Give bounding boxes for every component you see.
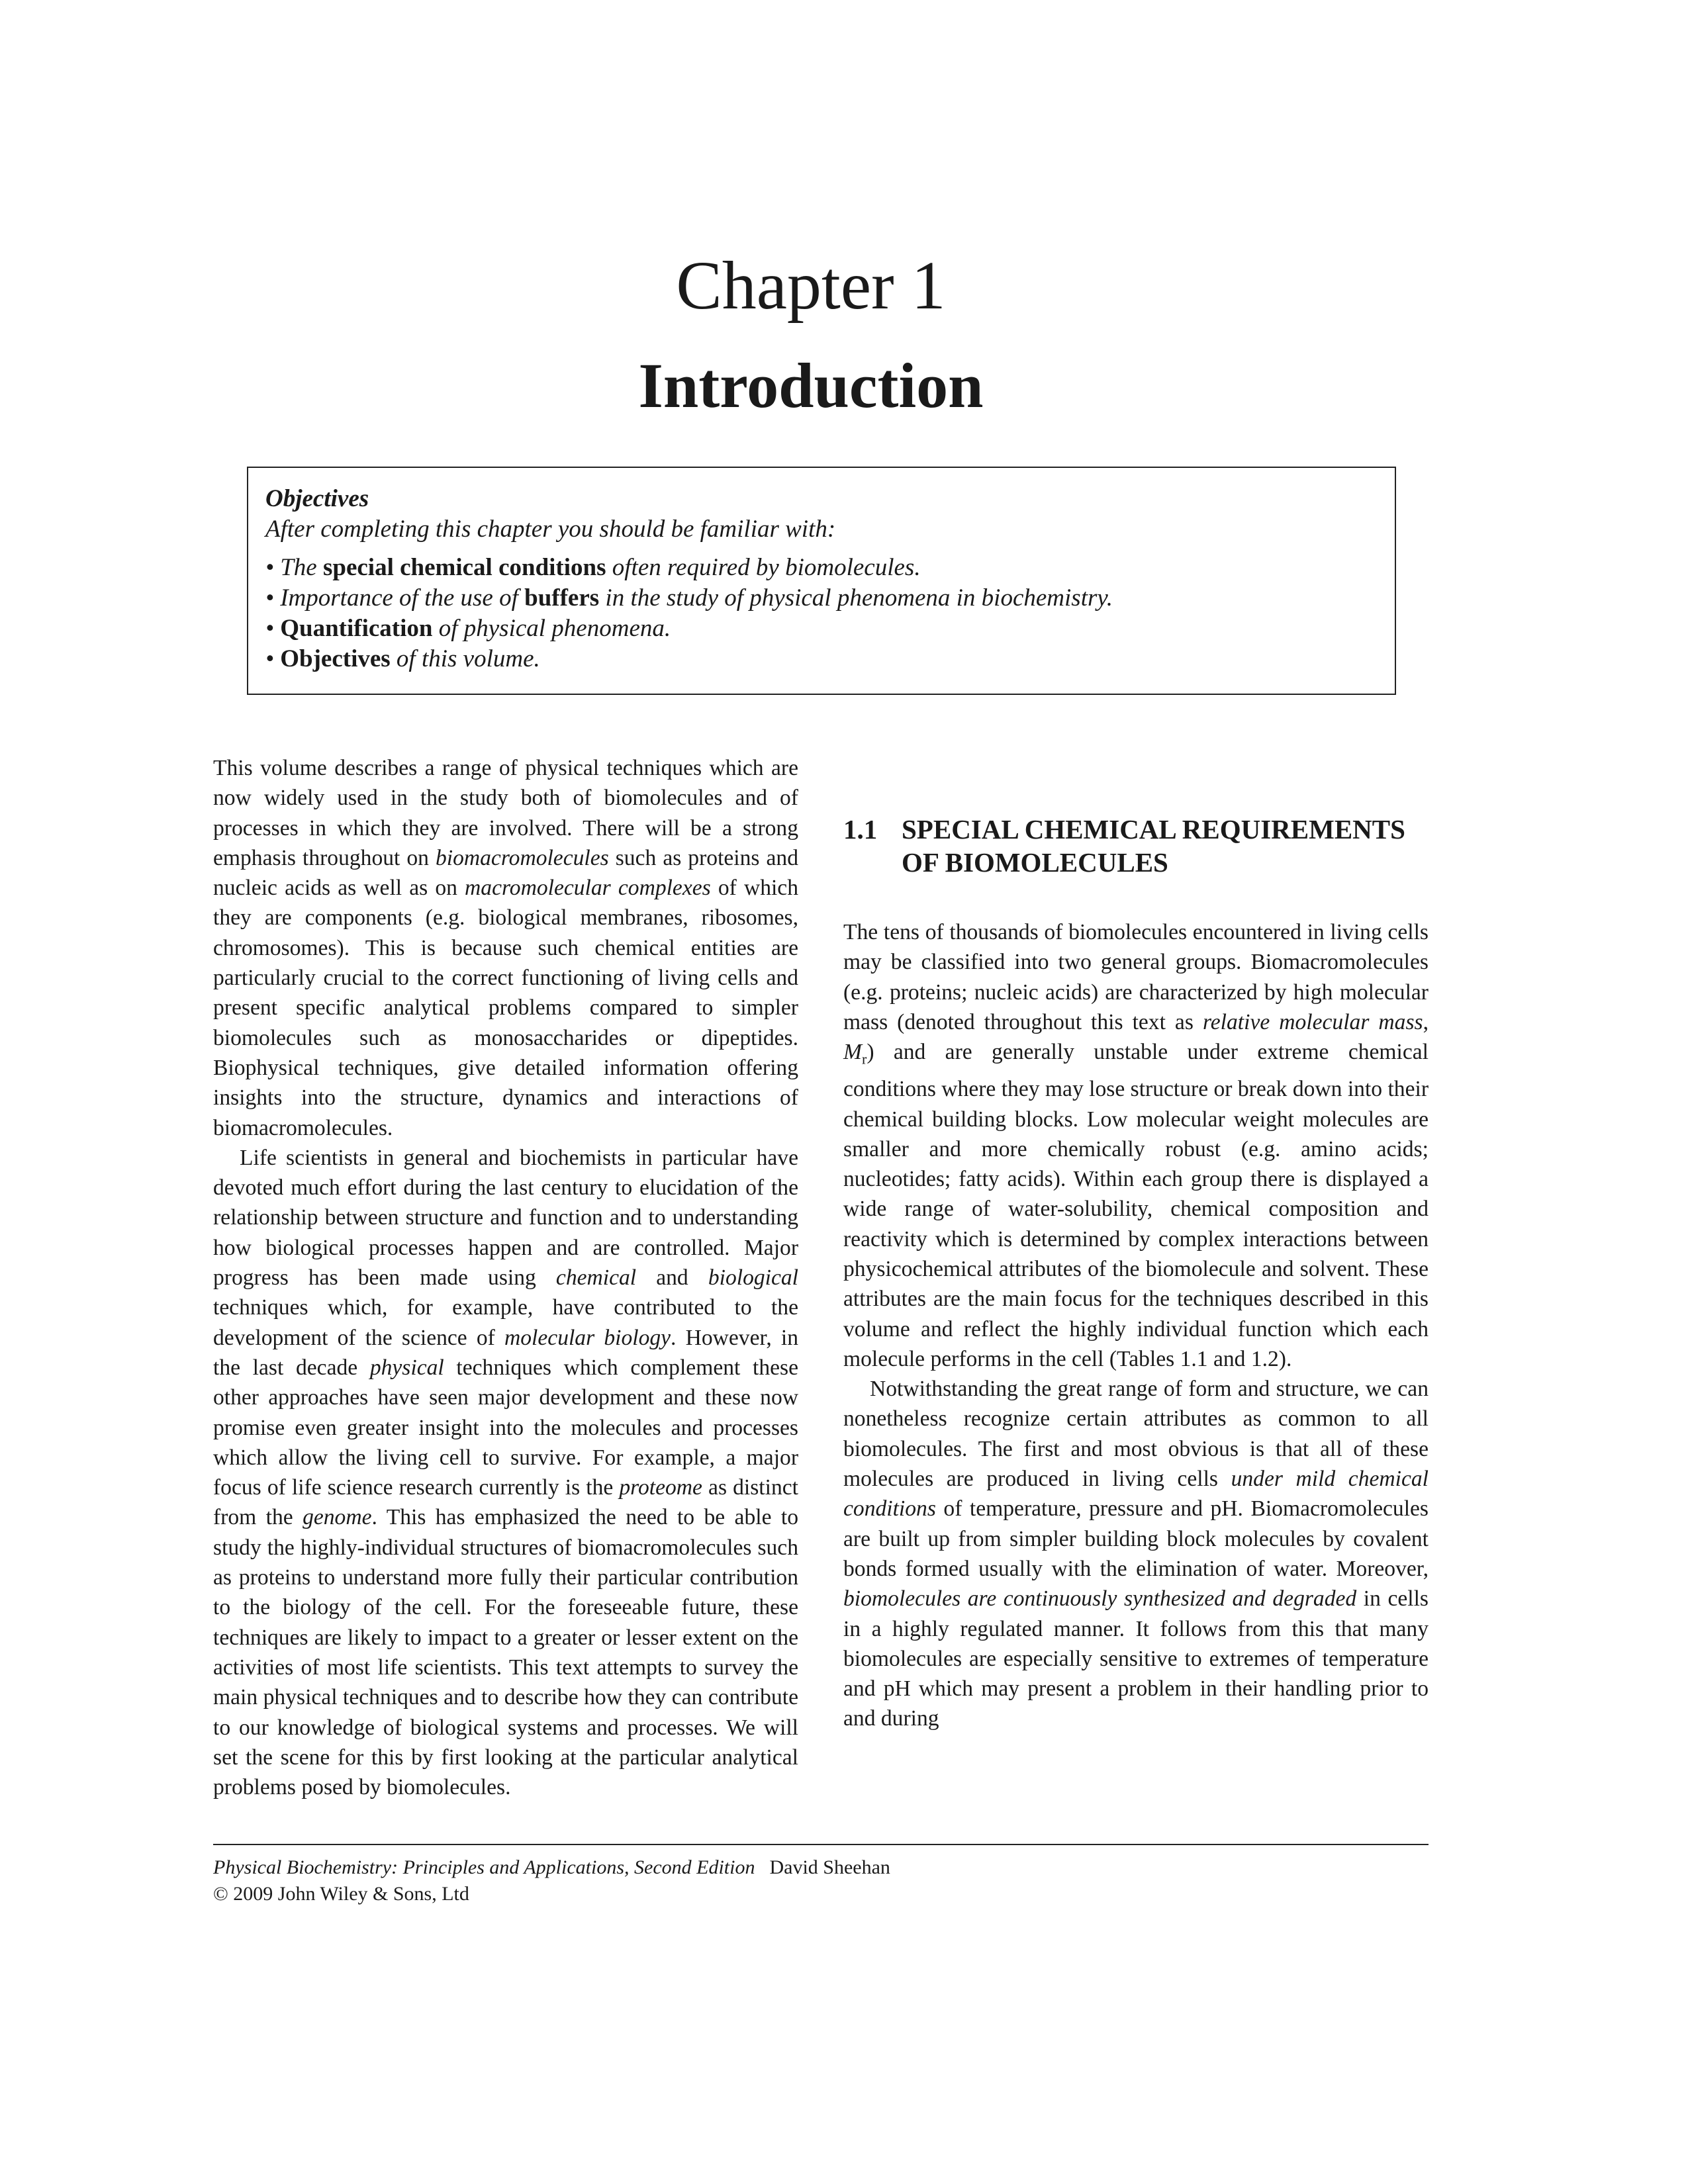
bullet: • (265, 584, 274, 612)
emphasis: genome (303, 1505, 372, 1530)
text-run: Life scientists in general and biochemists in particular have devoted much effort during the last century to elucidation of the relationship between structure and function and to understanding how biological processes happen and are controlled. Major progress has been made using (213, 1145, 798, 1291)
text-run: of temperature, pressure and pH. Biomacromolecules are built up from simpler building block molecules by covalent bonds formed usually with the elimination of water. Moreover, (843, 1496, 1429, 1581)
text-run: as distinct from the (213, 1475, 798, 1530)
emphasis: biological (708, 1265, 798, 1291)
text-run: ) and are generally unstable under extreme chemical conditions where they may lose structure or break down into their chemical building blocks. Low molecular weight molecules are smaller and more chemically robust (e.g. amino acids; nucleotides; fatty acids). Within each group there is displayed a wide range of water-solubility, chemical composition and reactivity which is determined by complex interactions between physicochemical attributes of the biomolecule and solvent. These attributes are the main focus for the techniques described in this volume and reflect the highly individual function which each molecule performs in the cell (Tables 1.1 and 1.2). (843, 1040, 1429, 1371)
text-run: techniques which complement these other approaches have seen major development and these now promise even greater insight into the molecules and processes which allow the living cell to survive. For example, a major focus of life science research currently is the (213, 1355, 798, 1500)
emphasis: proteome (619, 1475, 702, 1500)
bullet: • (265, 615, 274, 642)
text-run: of which they are components (e.g. biological membranes, ribosomes, chromosomes). This is because such chemical entities are particularly crucial to the correct functioning of living cells and present specific analytical problems compared to simpler biomolecules such as monosaccharides or dipeptides. Biophysical techniques, give detailed information offering insights into the structure, dynamics and interactions of biomacromolecules. (213, 876, 799, 1140)
emphasis: under mild chemical conditions (843, 1467, 1429, 1522)
objective-text: of this volume. (390, 645, 540, 672)
objective-item (265, 644, 1378, 674)
objective-keyword: special chemical conditions (322, 554, 606, 581)
objectives-heading: Objectives (265, 485, 369, 512)
text-run: and (636, 1265, 708, 1291)
emphasis: relative molecular mass (1202, 1009, 1423, 1034)
section-heading (843, 813, 1429, 879)
emphasis: molecular biology (504, 1325, 671, 1350)
bullet: • (265, 554, 274, 581)
footer-citation (213, 1854, 890, 1881)
text-run: Notwithstanding the great range of form and structure, we can nonetheless recognize certain attributes as common to all biomolecules. The first and most obvious is that all of these molecules are produced in living cells (843, 1377, 1429, 1492)
section-title: SPECIAL CHEMICAL REQUIREMENTS OF BIOMOLECULES (902, 814, 1405, 878)
emphasis: physical (369, 1355, 444, 1380)
text-run: . This has emphasized the need to be able to study the highly-individual structures of biomacromolecules such as proteins to understand more fully their particular contribution to the biology of the cell. For the foreseeable future, these techniques are likely to impact to a greater or lesser extent on the activities of most life scientists. This text attempts to survey the main physical techniques and to describe how they can contribute to our knowledge of biological systems and processes. We will set the scene for this by first looking at the particular analytical problems posed by biomolecules. (213, 1505, 798, 1800)
objective-keyword: Objectives (280, 645, 391, 672)
text-run: This volume describes a range of physical techniques which are now widely used in the study both of biomolecules and of processes in which they are involved. There will be a strong emphasis throughout on (213, 756, 798, 870)
objectives-box (247, 467, 1396, 695)
emphasis: macromolecular complexes (465, 876, 711, 901)
book-title: Physical Biochemistry: Principles and Applications, Second Edition (213, 1856, 755, 1878)
right-column (843, 753, 1429, 1734)
objective-text (274, 645, 280, 672)
author: David Sheehan (769, 1856, 890, 1878)
section-number: 1.1 (843, 814, 878, 844)
objective-item (265, 583, 1378, 614)
text-run: techniques which, for example, have contributed to the development of the science of (213, 1295, 798, 1350)
objective-text: in the study of physical phenomena in biochemistry. (599, 584, 1113, 612)
body-paragraph-1 (213, 753, 798, 1143)
objectives-intro: After completing this chapter you should be familiar with: (265, 516, 836, 543)
subscript: r (861, 1050, 867, 1068)
emphasis: biomolecules are continuously synthesized and degraded (843, 1586, 1357, 1612)
body-paragraph-3 (843, 917, 1429, 1374)
objective-text: The (273, 554, 323, 581)
footer (213, 1854, 890, 1907)
body-paragraph-2 (213, 1143, 798, 1803)
body-paragraph-4 (843, 1374, 1429, 1734)
copyright: © 2009 John Wiley & Sons, Ltd (213, 1883, 469, 1905)
objective-keyword: buffers (524, 584, 600, 612)
footer-rule (213, 1844, 1429, 1845)
bullet: • (265, 645, 274, 672)
objective-text: often required by biomolecules. (606, 554, 921, 581)
text-run: . However, in the last decade (213, 1325, 798, 1380)
emphasis: M (843, 1040, 862, 1065)
text-run: , (1423, 1009, 1429, 1034)
objective-keyword: Quantification (280, 615, 433, 642)
text-run: in cells in a highly regulated manner. It follows from this that many biomolecules are especially sensitive to extremes of temperature and pH which may present a problem in their handling prior to and during (843, 1586, 1429, 1731)
emphasis: biomacromolecules (435, 845, 609, 870)
text-run: The tens of thousands of biomolecules encountered in living cells may be classified into two general groups. Biomacromolecules (e.g. proteins; nucleic acids) are characterized by high molecular mass (denoted throughout this text as (843, 920, 1429, 1034)
objective-text (274, 615, 280, 642)
chapter-title: Introduction (638, 350, 984, 421)
objective-item (265, 614, 1378, 644)
objective-text: of physical phenomena. (432, 615, 671, 642)
left-column (213, 753, 798, 1802)
chapter-label: Chapter 1 (676, 248, 946, 324)
text-run: such as proteins and nucleic acids as well as on (213, 845, 798, 901)
objective-item (265, 553, 1378, 583)
emphasis: chemical (555, 1265, 637, 1291)
objective-text: Importance of the use of (273, 584, 525, 612)
